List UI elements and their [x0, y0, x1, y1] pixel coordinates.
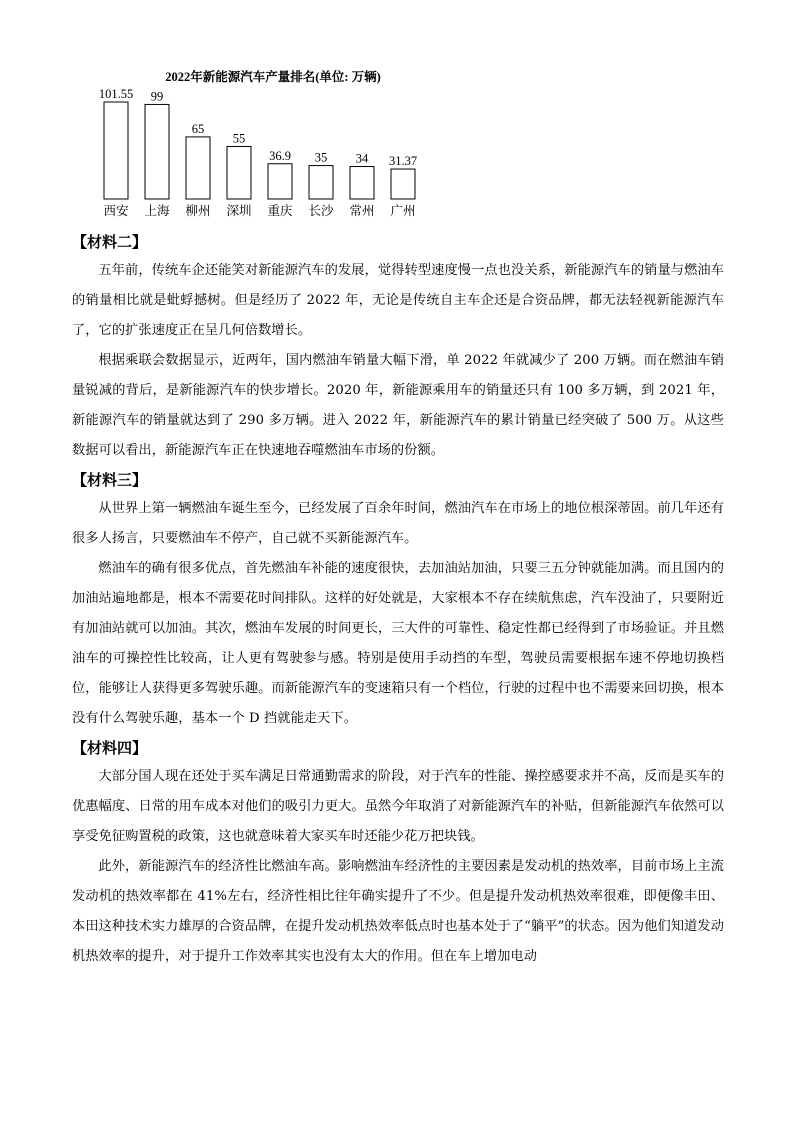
value-label: 65	[191, 121, 205, 136]
paragraph: 五年前，传统车企还能笑对新能源汽车的发展，觉得转型速度慢一点也没关系，新能源汽车的销量与燃油车的销量相比就是蚍蜉撼树。但是经历了 2022 年，无论是传统自主车企还是合资品牌，都无法轻视新能源汽车了，它的扩张速度正在呈几何倍数增长。	[72, 263, 724, 338]
bars-layer	[99, 87, 417, 218]
value-label: 34	[355, 151, 369, 166]
bar-0	[104, 102, 128, 199]
section-heading: 【材料四】	[72, 739, 148, 757]
category-label: 深圳	[226, 204, 252, 218]
value-label: 101.55	[98, 87, 134, 101]
value-label: 35	[314, 150, 328, 165]
value-label: 99	[150, 89, 164, 104]
paragraph: 此外，新能源汽车的经济性比燃油车高。影响燃油车经济性的主要因素是发动机的热效率，目前市场上主流发动机的热效率都在 41%左右，经济性相比往年确实提升了不少。但是提升发动机热效率很难，即便像丰田、本田这种技术实力雄厚的合资品牌，在提升发动机热效率低点时也基本处于了“躺平”的状态。因为他们知道发动机热效率的提升，对于提升工作效率其实也没有太大的作用。但在车上增加电动	[72, 859, 724, 964]
category-label: 广州	[390, 204, 416, 218]
section-heading: 【材料三】	[72, 471, 148, 489]
production-ranking-chart	[95, 66, 435, 224]
category-label: 上海	[144, 204, 170, 218]
category-label: 柳州	[185, 204, 211, 218]
paragraph: 燃油车的确有很多优点，首先燃油车补能的速度很快，去加油站加油，只要三五分钟就能加满。而且国内的加油站遍地都是，根本不需要花时间排队。这样的好处就是，大家根本不存在续航焦虑，汽车没油了，只要附近有加油站就可以加油。其次，燃油车发展的时间更长，三大件的可靠性、稳定性都已经得到了市场验证。并且燃油车的可操控性比较高，让人更有驾驶参与感。特别是使用手动挡的车型，驾驶员需要根据车速不停地切换档位，能够让人获得更多驾驶乐趣。而新能源汽车的变速箱只有一个档位，行驶的过程中也不需要来回切换，根本没有什么驾驶乐趣，基本一个 D 挡就能走天下。	[72, 561, 724, 726]
category-label: 重庆	[267, 204, 293, 218]
value-label: 36.9	[269, 148, 291, 163]
paragraph: 从世界上第一辆燃油车诞生至今，已经发展了百余年时间，燃油汽车在市场上的地位根深蒂固。前几年还有很多人扬言，只要燃油车不停产，自己就不买新能源汽车。	[72, 501, 724, 546]
paragraph: 大部分国人现在还处于买车满足日常通勤需求的阶段，对于汽车的性能、操控感要求并不高，反而是买车的优惠幅度、日常的用车成本对他们的吸引力更大。虽然今年取消了对新能源汽车的补贴，但新能源汽车依然可以享受免征购置税的政策，这也就意味着大家买车时还能少花万把块钱。	[72, 769, 724, 844]
bar-4	[268, 164, 292, 199]
bar-2	[186, 137, 210, 199]
category-label: 西安	[103, 204, 129, 218]
bar-5	[309, 166, 333, 199]
value-label: 55	[232, 131, 246, 146]
article-body	[72, 228, 724, 972]
paragraph: 根据乘联会数据显示，近两年，国内燃油车销量大幅下滑，单 2022 年就减少了 200 万辆。而在燃油车销量锐减的背后，是新能源汽车的快步增长。2020 年，新能源乘用车的销量还只有 100 多万辆，到 2021 年，新能源汽车的销量就达到了 290 多万辆。进入 2022 年，新能源汽车的累计销量已经突破了 500 万。从这些数据可以看出，新能源汽车正在快速地吞噬燃油车市场的份额。	[72, 353, 724, 458]
chart-title: 2022年新能源汽车产量排名(单位: 万辆)	[165, 70, 381, 84]
category-label: 常州	[349, 204, 375, 218]
value-label: 31.37	[388, 154, 418, 169]
bar-1	[145, 104, 169, 199]
bar-3	[227, 146, 251, 199]
category-label: 长沙	[308, 204, 334, 218]
section-heading: 【材料二】	[72, 233, 148, 251]
bar-6	[350, 167, 374, 199]
bar-7	[391, 169, 415, 199]
